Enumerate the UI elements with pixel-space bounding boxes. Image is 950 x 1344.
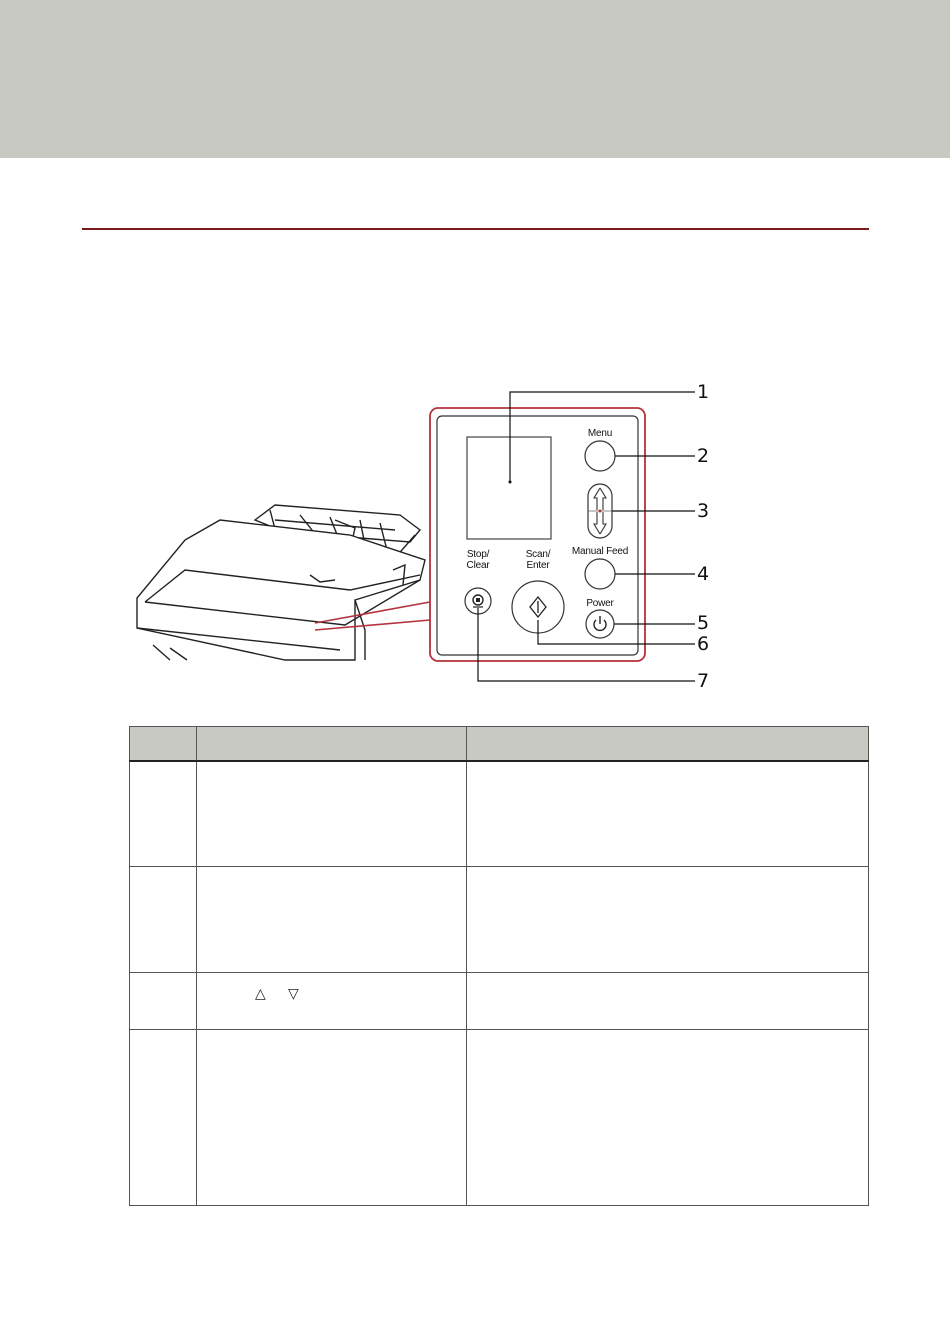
title-rule bbox=[82, 228, 869, 230]
callout-3: 3 bbox=[697, 500, 710, 522]
operator-panel-figure bbox=[125, 370, 725, 700]
callout-4: 4 bbox=[697, 563, 710, 585]
header-cell-name bbox=[197, 727, 467, 762]
menu-button-shape bbox=[585, 441, 615, 471]
scanner-body bbox=[137, 505, 425, 660]
callout-7: 7 bbox=[697, 670, 710, 692]
stop-clear-label-line1: Stop/ bbox=[466, 549, 490, 560]
menu-label: Menu bbox=[587, 428, 613, 439]
scan-enter-label bbox=[518, 549, 558, 571]
up-triangle-icon: △ bbox=[255, 985, 266, 1002]
callout-1: 1 bbox=[697, 381, 710, 403]
callout-2: 2 bbox=[697, 445, 710, 467]
table-header-row bbox=[130, 727, 869, 762]
manual-feed-button-shape bbox=[585, 559, 615, 589]
table-row bbox=[130, 761, 869, 866]
operator-panel-table bbox=[129, 726, 869, 1206]
header-cell-no bbox=[130, 727, 197, 762]
scanner-illustration bbox=[125, 370, 725, 700]
header-band bbox=[0, 0, 950, 158]
callout-5: 5 bbox=[697, 612, 710, 634]
table-row bbox=[130, 1029, 869, 1205]
scan-enter-label-line2: Enter bbox=[526, 560, 550, 571]
header-cell-function bbox=[467, 727, 869, 762]
manual-feed-label: Manual Feed bbox=[571, 546, 629, 557]
power-label: Power bbox=[586, 598, 614, 609]
stop-clear-label bbox=[458, 549, 498, 571]
scan-enter-label-line1: Scan/ bbox=[525, 549, 551, 560]
table-row bbox=[130, 972, 869, 1029]
lcd-screen bbox=[467, 437, 551, 539]
table-row bbox=[130, 866, 869, 972]
callout-6: 6 bbox=[697, 633, 710, 655]
stop-clear-label-line2: Clear bbox=[466, 560, 490, 571]
down-triangle-icon: ▽ bbox=[288, 985, 299, 1002]
